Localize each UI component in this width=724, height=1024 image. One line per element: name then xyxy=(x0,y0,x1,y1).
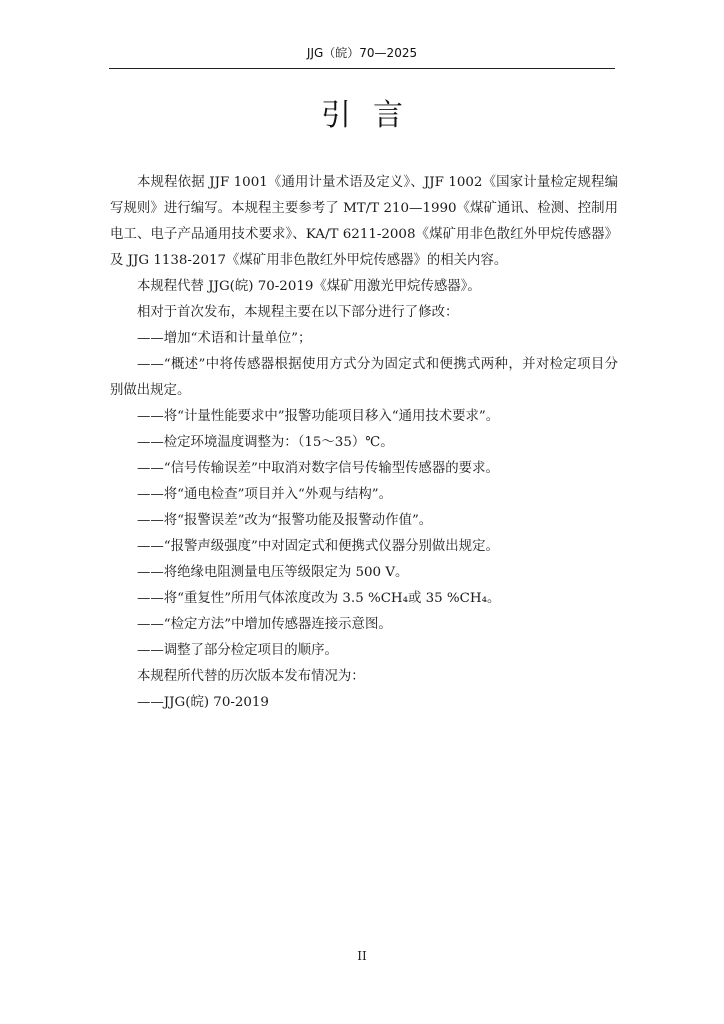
change-item: ——“检定方法”中增加传感器连接示意图。 xyxy=(137,617,392,632)
paragraph-basis: 本规程依据 JJF 1001《通用计量术语及定义》、JJF 1002《国家计量检定规程编写规则》进行编写。本规程主要参考了 MT/T 210—1990《煤矿通讯、检测、控制用电工、电子产品通用技术要求》、KA/T 6211-2008《煤矿用非色散红外甲烷传感器》及 JJG 1138-2017《煤矿用非色散红外甲烷传感器》的相关内容。 xyxy=(110,175,618,268)
change-item: ——将“报警误差”改为“报警功能及报警动作值”。 xyxy=(137,513,433,528)
change-item: ——增加“术语和计量单位”； xyxy=(137,331,312,346)
document-body xyxy=(110,170,618,716)
paragraph-changes-intro: 相对于首次发布，本规程主要在以下部分进行了修改： xyxy=(137,305,459,320)
page-title: 引言 xyxy=(321,98,425,133)
page-number: II xyxy=(357,949,367,963)
paragraph-history-intro: 本规程所代替的历次版本发布情况为： xyxy=(137,669,365,684)
change-item: ——将绝缘电阻测量电压等级限定为 500 V。 xyxy=(137,565,409,580)
running-header: JJG（皖）70—2025 xyxy=(306,46,418,60)
change-item: ——“信号传输误差”中取消对数字信号传输型传感器的要求。 xyxy=(137,461,499,476)
change-item: ——将“重复性”所用气体浓度改为 3.5 %CH₄或 35 %CH₄。 xyxy=(137,591,501,606)
change-item: ——将“通电检查”项目并入“外观与结构”。 xyxy=(137,487,393,502)
paragraph-replaces: 本规程代替 JJG(皖) 70-2019《煤矿用激光甲烷传感器》。 xyxy=(137,279,481,294)
header-divider xyxy=(109,68,615,69)
change-item: ——检定环境温度调整为：（15～35）℃。 xyxy=(137,435,394,450)
history-item: ——JJG(皖) 70-2019 xyxy=(137,695,269,710)
change-item: ——将“计量性能要求中”报警功能项目移入“通用技术要求”。 xyxy=(137,409,500,424)
change-item: ——“报警声级强度”中对固定式和便携式仪器分别做出规定。 xyxy=(137,539,499,554)
change-item: ——调整了部分检定项目的顺序。 xyxy=(137,643,338,658)
change-item: ——“概述”中将传感器根据使用方式分为固定式和便携式两种，并对检定项目分别做出规定。 xyxy=(110,357,618,398)
